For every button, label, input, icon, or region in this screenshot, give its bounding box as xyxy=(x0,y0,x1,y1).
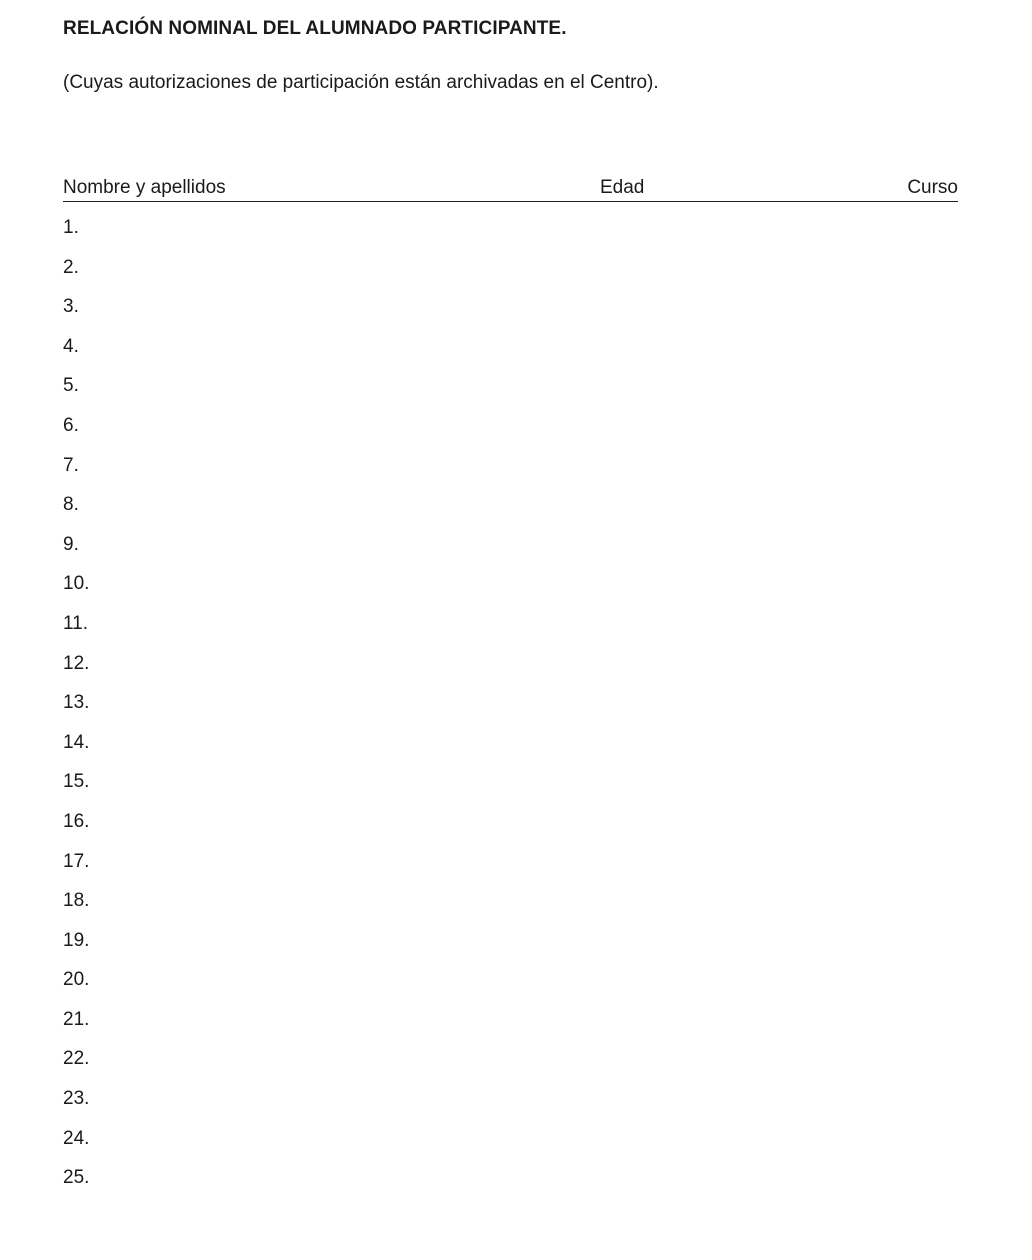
column-header-age: Edad xyxy=(600,177,645,198)
list-item: 11. xyxy=(63,612,89,634)
list-item: 14. xyxy=(63,731,90,753)
list-item: 6. xyxy=(63,414,79,436)
list-item: 22. xyxy=(63,1048,90,1070)
table-header xyxy=(63,175,958,202)
page-subtitle: (Cuyas autorizaciones de participación están archivadas en el Centro). xyxy=(63,72,659,93)
list-item: 20. xyxy=(63,969,90,991)
list-item: 15. xyxy=(63,771,90,793)
list-item: 19. xyxy=(63,929,90,951)
list-item: 3. xyxy=(63,296,79,318)
list-item: 8. xyxy=(63,494,79,516)
list-item: 18. xyxy=(63,890,90,912)
list-item: 24. xyxy=(63,1127,90,1149)
list-item: 5. xyxy=(63,375,79,397)
list-item: 25. xyxy=(63,1167,90,1189)
student-list xyxy=(63,216,263,1206)
column-header-name: Nombre y apellidos xyxy=(63,177,226,198)
list-item: 2. xyxy=(63,256,79,278)
list-item: 17. xyxy=(63,850,90,872)
list-item: 13. xyxy=(63,692,90,714)
list-item: 7. xyxy=(63,454,79,476)
list-item: 16. xyxy=(63,810,90,832)
list-item: 4. xyxy=(63,335,79,357)
list-item: 1. xyxy=(63,217,79,238)
list-item: 12. xyxy=(63,652,90,674)
list-item: 10. xyxy=(63,573,90,595)
column-header-course: Curso xyxy=(907,177,958,198)
list-item: 21. xyxy=(63,1008,90,1030)
list-item: 23. xyxy=(63,1088,90,1110)
page-title: RELACIÓN NOMINAL DEL ALUMNADO PARTICIPANTE. xyxy=(63,18,567,39)
list-item: 9. xyxy=(63,533,79,555)
